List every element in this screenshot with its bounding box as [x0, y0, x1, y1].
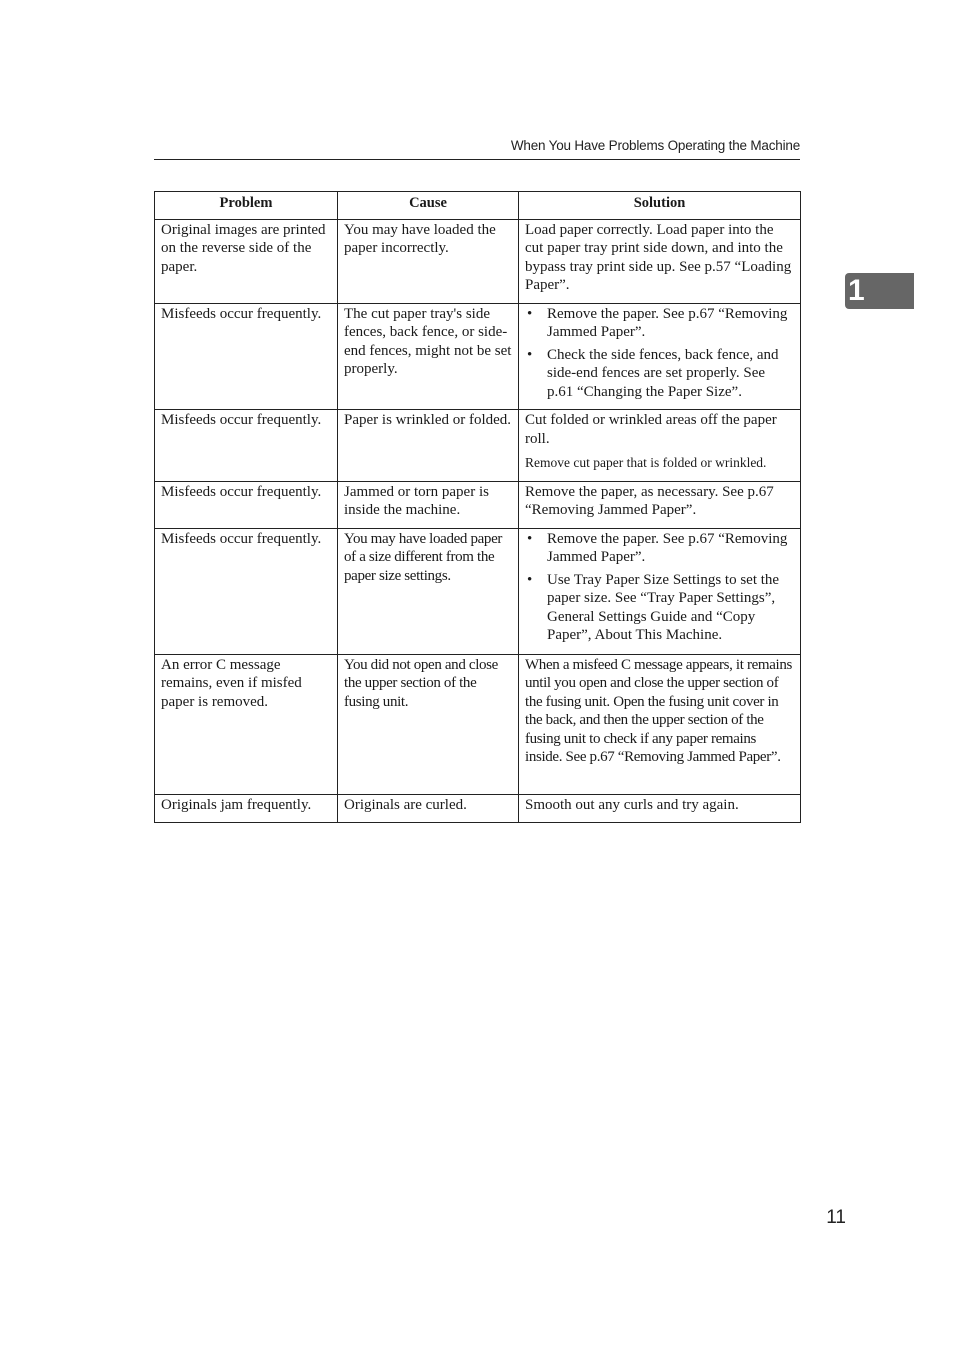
solution-list-item — [525, 530, 794, 567]
solution-cell — [519, 410, 801, 482]
cause-cell: Jammed or torn paper is inside the machine. — [338, 481, 519, 528]
bullet-icon: • — [527, 346, 533, 363]
column-header-solution: Solution — [519, 192, 801, 220]
problem-cell: Originals jam frequently. — [155, 794, 338, 823]
table-row — [155, 410, 801, 482]
problem-cell: Misfeeds occur frequently. — [155, 303, 338, 410]
cause-cell: You did not open and close the upper section of the fusing unit. — [338, 654, 519, 794]
cause-cell: You may have loaded the paper incorrectly. — [338, 219, 519, 303]
problem-cell: Misfeeds occur frequently. — [155, 481, 338, 528]
solution-list-item — [525, 571, 794, 645]
solution-cell: Remove the paper, as necessary. See p.67 “Removing Jammed Paper”. — [519, 481, 801, 528]
solution-cell: Smooth out any curls and try again. — [519, 794, 801, 823]
solution-item-text: Remove the paper. See p.67 “Removing Jammed Paper”. — [547, 530, 788, 565]
bullet-icon: • — [527, 305, 533, 322]
solution-note: Remove cut paper that is folded or wrinkled. — [525, 455, 767, 470]
solution-cell — [519, 303, 801, 410]
solution-list-item — [525, 305, 794, 342]
solution-item-text: Check the side fences, back fence, and side-end fences are set properly. See p.61 “Changing the Paper Size”. — [547, 346, 779, 400]
table-header-row — [155, 192, 801, 220]
solution-text: Cut folded or wrinkled areas off the paper roll. — [525, 412, 777, 447]
solution-item-text: Remove the paper. See p.67 “Removing Jammed Paper”. — [547, 305, 788, 340]
problem-cell: An error C message remains, even if misfed paper is removed. — [155, 654, 338, 794]
cause-cell: You may have loaded paper of a size different from the paper size settings. — [338, 528, 519, 654]
solution-item-text: Use Tray Paper Size Settings to set the paper size. See “Tray Paper Settings”, General Settings Guide and “Copy Paper”, About This Machine. — [547, 571, 780, 643]
solution-cell: When a misfeed C message appears, it remains until you open and close the upper section of the fusing unit. Open the fusing unit cover in the back, and then the upper section of the fusing unit to check if any paper remains inside. See p.67 “Removing Jammed Paper”. — [519, 654, 801, 794]
column-header-problem: Problem — [155, 192, 338, 220]
problem-cell: Misfeeds occur frequently. — [155, 528, 338, 654]
troubleshooting-table — [154, 191, 801, 823]
table-row — [155, 481, 801, 528]
page-number: 11 — [826, 1207, 846, 1228]
column-header-cause: Cause — [338, 192, 519, 220]
table-row — [155, 219, 801, 303]
solution-cell — [519, 528, 801, 654]
solution-list-item — [525, 346, 794, 402]
solution-cell: Load paper correctly. Load paper into the cut paper tray print side down, and into the bypass tray print side up. See p.57 “Loading Paper”. — [519, 219, 801, 303]
bullet-icon: • — [527, 571, 533, 588]
problem-cell: Misfeeds occur frequently. — [155, 410, 338, 482]
cause-cell: Paper is wrinkled or folded. — [338, 410, 519, 482]
running-head: When You Have Problems Operating the Machine — [510, 138, 800, 153]
table-row — [155, 794, 801, 823]
solution-list — [525, 305, 794, 402]
table-row — [155, 528, 801, 654]
solution-list — [525, 530, 794, 645]
table-row — [155, 303, 801, 410]
table-row — [155, 654, 801, 794]
header-rule — [154, 159, 800, 160]
bullet-icon: • — [527, 530, 533, 547]
chapter-tab: 1 — [845, 273, 914, 309]
problem-cell: Original images are printed on the reverse side of the paper. — [155, 219, 338, 303]
cause-cell: The cut paper tray's side fences, back fence, or side-end fences, might not be set properly. — [338, 303, 519, 410]
cause-cell: Originals are curled. — [338, 794, 519, 823]
